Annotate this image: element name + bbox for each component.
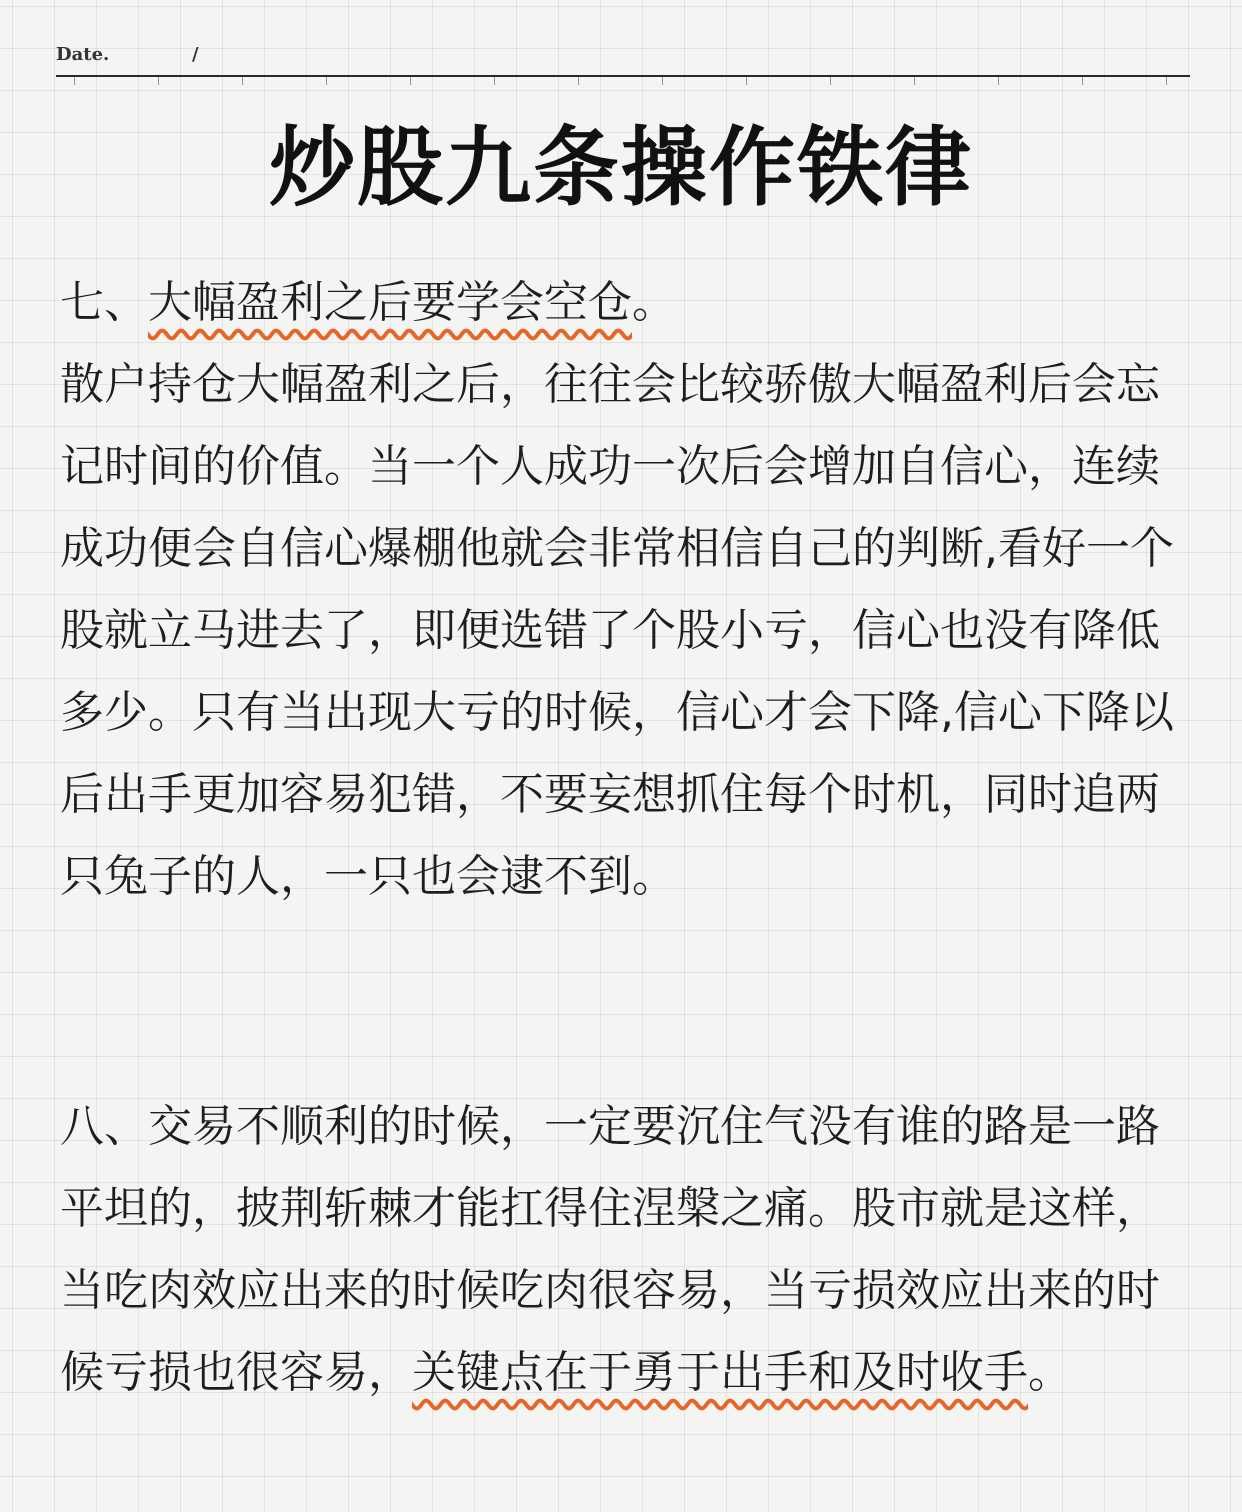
rule-eight-paragraph <box>60 1086 1180 1414</box>
rule-seven-highlight: 大幅盈利之后要学会空仓 <box>148 277 632 328</box>
rule-seven-body: 散户持仓大幅盈利之后，往往会比较骄傲大幅盈利后会忘记时间的价值。当一个人成功一次后会增加自信心，连续成功便会自信心爆棚他就会非常相信自己的判断,看好一个股就立马进去了，即便选错了个股小亏，信心也没有降低多少。只有当出现大亏的时候，信心才会下降,信心下降以后出手更加容易犯错，不要妄想抓住每个时机，同时追两只兔子的人，一只也会逮不到。 <box>60 359 1174 902</box>
ruler-ticks <box>56 77 1190 85</box>
rule-eight-highlight: 关键点在于勇于出手和及时收手 <box>412 1347 1028 1398</box>
rule-seven-number: 七、 <box>60 277 148 328</box>
rule-eight <box>60 1086 1180 1414</box>
rule-seven-heading <box>60 262 1180 344</box>
date-separator: / <box>192 44 199 65</box>
page-title: 炒股九条操作铁律 <box>269 118 973 218</box>
rule-seven-heading-end: 。 <box>632 277 676 328</box>
rule-eight-body: 八、交易不顺利的时候，一定要沉住气没有谁的路是一路平坦的，披荆斩棘才能扛得住涅槃之痛。股市就是这样，当吃肉效应出来的时候吃肉很容易，当亏损效应出来的时候亏损也很容易， <box>60 1101 1160 1398</box>
date-header <box>56 44 1190 68</box>
rule-seven <box>60 262 1180 918</box>
rule-eight-end: 。 <box>1028 1347 1072 1398</box>
date-label: Date. <box>56 44 110 65</box>
